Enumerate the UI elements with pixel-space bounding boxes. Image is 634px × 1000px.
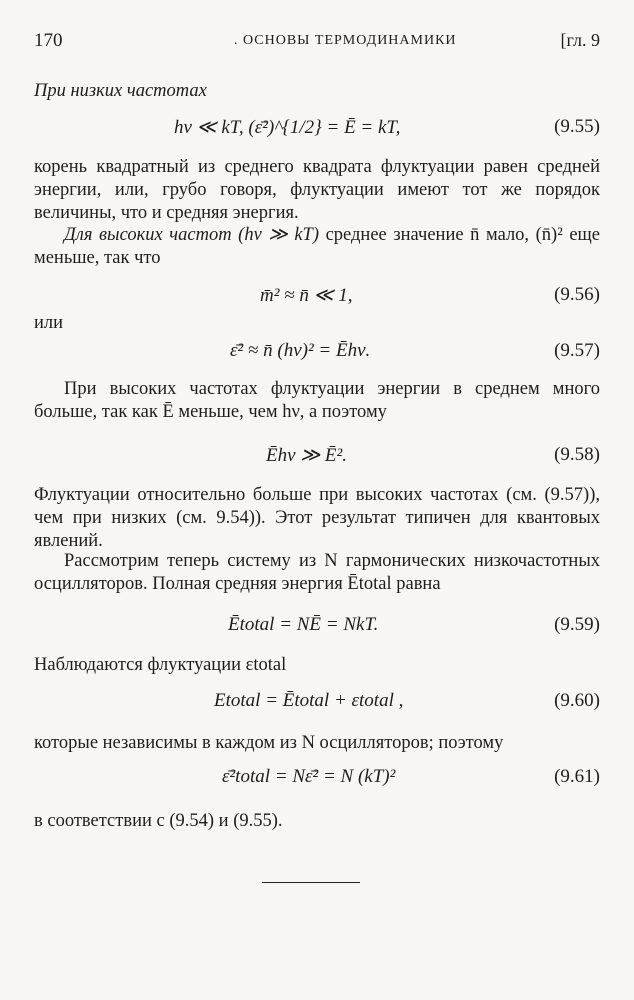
equation-expression: Etotal = Ētotal + εtotal , — [214, 690, 404, 711]
paragraph — [34, 224, 600, 270]
low-frequency-heading: При низких частотах — [34, 81, 207, 101]
page-header — [34, 30, 600, 54]
equation-9-60 — [34, 690, 600, 718]
equation-expression: Ēhν ≫ Ē². — [266, 445, 347, 466]
paragraph-rest: среднее значение n̄ мало, (n̄)² еще меньше, так что — [34, 225, 601, 268]
connector-word: или — [34, 313, 64, 333]
equation-9-59 — [34, 614, 600, 642]
equation-number: (9.60) — [554, 690, 600, 711]
equation-expression: Ētotal = NĒ = NkT. — [228, 614, 379, 635]
equation-expression: m̄² ≈ n̄ ≪ 1, — [260, 285, 353, 306]
paragraph: корень квадратный из среднего квадрата флуктуации равен средней энергии, или, грубо говоря, флуктуации имеют тот же порядок величины, что и средняя энергия. — [34, 157, 600, 223]
equation-number: (9.55) — [554, 116, 600, 137]
equation-expression: ε̄² ≈ n̄ (hν)² = Ēhν. — [230, 340, 371, 361]
equation-expression: hν ≪ kT, (ε̄²)^{1/2} = Ē = kT, — [174, 117, 401, 138]
paragraph: которые независимы в каждом из N осцилляторов; поэтому — [34, 733, 504, 753]
equation-number: (9.58) — [554, 444, 600, 465]
chapter-label: [гл. 9 — [560, 30, 600, 50]
equation-9-56 — [34, 284, 600, 312]
equation-expression: ε̄²total = Nε̄² = N (kT)² — [222, 766, 396, 787]
paragraph: Наблюдаются флуктуации εtotal — [34, 655, 287, 675]
equation-number: (9.59) — [554, 614, 600, 635]
high-frequency-phrase: Для высоких частот — [64, 225, 232, 245]
equation-9-57 — [34, 340, 600, 368]
footer-rule — [262, 882, 360, 883]
equation-9-55 — [34, 116, 600, 144]
paragraph: в соответствии с (9.54) и (9.55). — [34, 811, 283, 831]
paragraph: Флуктуации относительно больше при высоких частотах (см. (9.57)), чем при низких (см. 9.54)). Этот результат типичен для квантовых явлений. — [34, 485, 600, 551]
equation-9-58 — [34, 444, 600, 472]
paragraph: При высоких частотах флуктуации энергии в среднем много больше, так как Ē меньше, чем hν, а поэтому — [34, 379, 600, 422]
page-number: 170 — [34, 30, 63, 51]
running-title: . ОСНОВЫ ТЕРМОДИНАМИКИ — [234, 33, 457, 48]
equation-number: (9.56) — [554, 284, 600, 305]
condition-text: (hν ≫ kT) — [238, 225, 319, 245]
equation-9-61 — [34, 766, 600, 794]
paragraph: Рассмотрим теперь систему из N гармонических низкочастотных осцилляторов. Полная средняя энергия Ētotal равна — [34, 551, 600, 594]
equation-number: (9.61) — [554, 766, 600, 787]
equation-number: (9.57) — [554, 340, 600, 361]
